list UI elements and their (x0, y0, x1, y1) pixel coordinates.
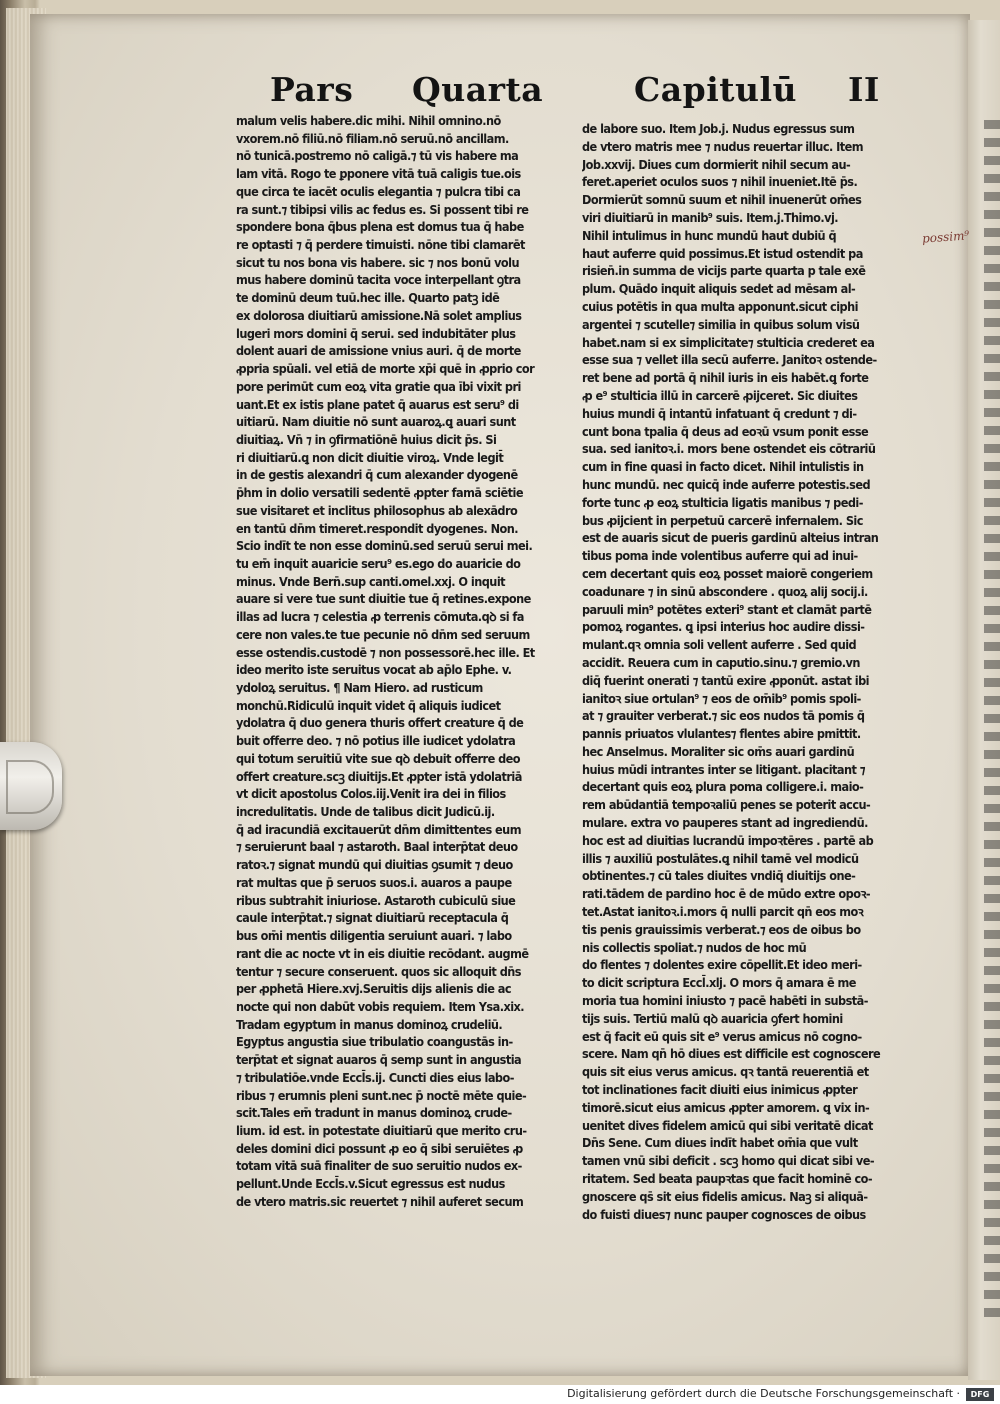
text-line: ritatem. Sed beata paupꝛtas que facit hominē co- (582, 1171, 873, 1187)
text-line: Scio indīt te non esse dominū.sed seruū serui mei. (236, 538, 533, 554)
text-line: est de auaris sicut de pueris gardinū alteius intran (582, 530, 879, 546)
text-line: nocte qui non dabūt vobis requiem. Item Ysa.xix. (236, 998, 525, 1014)
text-line: argentei ⁊ scutelle⁊ similia in quibus solum visū (582, 316, 860, 332)
text-line: haut auferre quid possimus.Et istud ostendit pa (582, 245, 863, 261)
text-line: scit.Tales em̄ tradunt in manus dominoꝝ crude- (236, 1105, 512, 1121)
text-line: lam vitā. Rogo te ꝑponere vitā tuā caligis tue.ois (236, 166, 521, 182)
text-line: nō tunicā.postremo nō caligā.⁊ tū vis habere ma (236, 148, 519, 164)
dfg-logo: DFG (966, 1388, 994, 1401)
text-line: Job.xxvij. Diues cum dormierit nihil secum au- (582, 156, 851, 172)
text-line: uitiarū. Nam diuitie nō sunt auaroꝝ.ꝗ auari sunt (236, 414, 516, 430)
text-line: do flentes ⁊ dolentes exire cōpellit.Et ideo meri- (582, 957, 862, 973)
text-line: rati.tādem de pardino hoc ē de mūdo extre opoꝛ- (582, 886, 871, 902)
text-line: hunc mundū. nec quicq̄ inde auferre potestis.sed (582, 476, 871, 492)
text-line: pore perimūt cum eoꝝ vita gratie qua ībi vixit pri (236, 378, 521, 394)
text-line: rat multas que p̄ seruos suos.i. auaros a paupe (236, 874, 512, 890)
text-line: timorē.sicut eius amicus ꝓpter amorem. ꝗ vix in- (582, 1099, 870, 1115)
text-line: incredulitatis. Unde de talibus dicit Judicū.ij. (236, 804, 495, 820)
text-line: hoc est ad diuitias lucrandū impoꝛtēres . partē ab (582, 832, 874, 848)
text-line: Tradam egyptum in manus dominoꝝ crudeliū. (236, 1016, 503, 1032)
text-line: ri diuitiarū.ꝗ non dicit diuitie viroꝝ. Vnde legit̄ (236, 449, 504, 465)
text-line: q̄ ad iracundiā excitauerūt dn̄m dimittentes eum (236, 821, 521, 837)
text-line: en tantū dn̄m timeret.respondit dyogenes. Non. (236, 520, 519, 536)
running-head-quarta: Quarta (412, 70, 544, 109)
text-line: Dormierūt somnū suum et nihil inuenerūt om̄es (582, 192, 862, 208)
text-line: tentur ⁊ secure conseruent. quos sic alloquit dn̄s (236, 963, 521, 979)
text-line: cem decertant quis eoꝝ posset maiorē congeriem (582, 565, 873, 581)
right-text-column (582, 120, 912, 1223)
text-line: spondere bona q̄bus plena est domus tua q̄ habe (236, 219, 524, 235)
text-line: at ⁊ grauiter verberat.⁊ sic eos nudos tā pomis q̄ (582, 708, 865, 724)
text-line: ydoloꝝ seruitus. ¶ Nam Hiero. ad rusticum (236, 680, 483, 695)
text-line: dolent auari de amissione vnius auri. q̄ de morte (236, 343, 521, 359)
text-line: ꝓpria spūali. vel etiā de morte xp̄i quē in ꝓprio cor (236, 361, 535, 377)
text-line: illis ⁊ auxiliū postulātes.ꝗ nihil tamē vel modicū (582, 850, 859, 866)
text-line: lium. id est. in potestate diuitiarū que merito cru- (236, 1122, 527, 1138)
text-line: bus ꝓijcient in perpetuū carcerē infernalem. Sic (582, 512, 863, 528)
text-line: Egyptus angustia siue tribulatio coangustās in- (236, 1034, 513, 1050)
text-line: in de gestis alexandri q̄ cum alexander dyogenē (236, 467, 518, 483)
text-line: de labore suo. Item Job.j. Nudus egressus sum (582, 121, 855, 136)
text-line: cum in fine quasi in facto dicet. Nihil intulistis in (582, 459, 864, 475)
text-line: deles domini dici possunt ꝓ eo q̄ sibi seruiētes ꝓ (236, 1140, 523, 1156)
text-line: pannis priuatos vlulantes⁊ flentes abire pmittit. (582, 726, 861, 742)
text-line: te dominū deum tuū.hec ille. Quarto patꝫ idē (236, 290, 500, 306)
text-line: ⁊ tribulatiōe.vnde Eccl̄s.ij. Cuncti dies eius labo- (236, 1069, 514, 1085)
text-line: ianitoꝛ siue ortulan⁹ ⁊ eos de om̄ib⁹ pomis spoli- (582, 690, 861, 706)
text-line: huius mundi q̄ intantū infatuant q̄ credunt ⁊ di- (582, 405, 857, 421)
text-line: vt dicit apostolus Colos.iij.Venit ira dei in filios (236, 786, 506, 802)
text-line: offert creature.scꝫ diuitijs.Et ꝓpter istā ydolatriā (236, 768, 522, 784)
text-line: hec Anselmus. Moraliter sic om̄s auari gardinū (582, 743, 855, 759)
text-line: ribus ⁊ erumnis pleni sunt.nec p̄ noctē mēte quie- (236, 1087, 527, 1103)
text-line: illas ad lucra ⁊ celestia ꝓ terrenis cōmuta.qꝺ si fa (236, 609, 524, 625)
text-line: auare si vere tue sunt diuitie tue q̄ retines.expone (236, 591, 531, 607)
text-line: to dicit scriptura Eccl̄.xlj. O mors q̄ amara ē me (582, 975, 856, 991)
text-line: rem abūdantiā tempoꝛaliū penes se poterit accu- (582, 797, 871, 813)
text-line: que circa te iacēt oculis elegantia ⁊ pulcra tibi ca (236, 183, 521, 199)
text-line: nis collectis spoliat.⁊ nudos de hoc mū (582, 939, 807, 955)
text-line: de vtero matris mee ⁊ nudus reuertar illuc. Item (582, 138, 864, 154)
text-line: ret bene ad portā q̄ nihil iuris in eis habēt.ꝗ forte (582, 370, 869, 386)
text-line: viri diuitiarū in manib⁹ suis. Item.j.Thimo.vj. (582, 209, 839, 225)
text-line: uant.Et ex istis plane patet q̄ auarus est seru⁹ di (236, 396, 519, 412)
text-line: uenitet dives fidelem amicū qui sibi veritatē dicat (582, 1117, 873, 1133)
text-line: minus. Vnde Bern̄.sup canti.omel.xxj. O inquit (236, 573, 506, 589)
text-line: malum velis habere.dic mihi. Nihil omnino.nō (236, 113, 501, 128)
text-line: obtinentes.⁊ cū tales diuites vndiq̄ diuitijs one- (582, 868, 856, 884)
text-line: diuitiaꝝ. Vn̄ ⁊ in ꝯfirmatiōnē huius dicit p̄s. Si (236, 431, 497, 447)
text-line: ⁊ seruierunt baal ⁊ astaroth. Baal interp̄tat deuo (236, 839, 518, 855)
text-line: tot inclinationes facit diuiti eius inimicus ꝓpter (582, 1082, 858, 1098)
running-head-capitulum: Capitulū (634, 70, 798, 109)
text-line: re optasti ⁊ q̄ perdere timuisti. nōne tibi clamarēt (236, 237, 525, 253)
text-line: bus om̄i mentis diligentia seruiunt auari. ⁊ labo (236, 928, 512, 944)
text-line: sue visitaret et inclitus philosophus ab alexādro (236, 502, 518, 518)
text-line: ex dolorosa diuitiarū amissione.Nā solet amplius (236, 307, 522, 323)
text-line: ydolatra q̄ duo genera thuris offert creature q̄ de (236, 715, 524, 731)
left-text-column (236, 112, 558, 1211)
text-line: cere non vales.te tue pecunie nō dn̄m sed seruum (236, 626, 530, 642)
text-line: terp̄tat et signat auaros q̄ semp sunt in angustia (236, 1052, 522, 1068)
footer-bar (0, 1385, 1000, 1404)
text-line: qui totum seruitiū vite sue qꝺ debuit offerre deo (236, 750, 521, 766)
text-line: esse sua ⁊ vellet illa secū auferre. Janitoꝛ ostende- (582, 352, 877, 368)
text-line: decertant quis eoꝝ plura poma colligere.i. maio- (582, 779, 864, 795)
text-line: moria tua homini iniusto ⁊ pacē habēti in substā- (582, 993, 868, 1009)
text-line: diq̄ fuerint onerati ⁊ tantū exire ꝓponūt. astat ibi (582, 672, 869, 688)
text-line: esse ostendis.custodē ⁊ non possessorē.hec ille. Et (236, 644, 535, 660)
funding-credit: Digitalisierung gefördert durch die Deutsche Forschungsgemeinschaft · (567, 1387, 960, 1400)
text-line: feret.aperiet oculos suos ⁊ nihil inueniet.Itē p̄s. (582, 174, 858, 190)
text-line: est q̄ facit eū quis sit e⁹ verus amicus nō cogno- (582, 1028, 862, 1044)
text-line: caule interp̄tat.⁊ signat diuitiarū receptacula q̄ (236, 910, 509, 926)
text-line: coadunare ⁊ in sinū abscondere . quoꝝ alij socij.i. (582, 583, 868, 599)
text-line: p̄hm in dolio versatili sedentē ꝓpter famā sciētie (236, 485, 523, 501)
text-line: rant die ac nocte vt in eis diuitie recōdant. augmē (236, 945, 529, 961)
text-line: buit offerre deo. ⁊ nō potius ille iudicet ydolatra (236, 733, 516, 749)
text-line: paruuli min⁹ potētes exteri⁹ stant et clamāt partē (582, 601, 872, 617)
text-line: ribus subtrahit iniuriose. Astaroth cubiculū siue (236, 892, 516, 908)
text-line: mulare. extra vo pauperes stant ad ingrediendū. (582, 815, 868, 831)
text-line: vxorem.nō filiū.nō filiam.nō seruū.nō ancillam. (236, 130, 509, 146)
text-line: do fuisti diues⁊ nunc pauper cognosces de oibus (582, 1206, 866, 1222)
text-line: tet.Astat ianitoꝛ.i.mors q̄ nulli parcit qn̄ eos moꝛ (582, 904, 864, 920)
text-line: cunt bona tpalia q̄ deus ad eoꝛū vsum ponit esse (582, 423, 869, 439)
text-line: habet.nam si ex simplicitate⁊ stulticia crederet ea (582, 334, 875, 350)
text-line: plum. Quādo inquit aliquis sedet ad mēsam al- (582, 281, 856, 297)
text-line: tibus poma inde volentibus auferre qui ad inui- (582, 548, 858, 564)
text-line: huius mūdi intrantes inter se litigant. placitant ⁊ (582, 761, 866, 777)
page-clip-wire (6, 760, 54, 814)
text-line: scere. Nam qn̄ hō diues est difficile est cognoscere (582, 1046, 881, 1062)
text-line: quis sit eius verus amicus. qꝛ tantā reuerentiā et (582, 1064, 869, 1080)
text-line: tis penis grauissimis verberat.⁊ eos de oibus bo (582, 921, 861, 937)
text-line: forte tunc ꝓ eoꝝ stulticia ligatis manibus ⁊ pedi- (582, 494, 863, 510)
text-line: mus habere dominū tacita voce interpellant ꝯtra (236, 272, 521, 288)
text-line: tamen vnū sibi deficit . scꝫ homo qui dicat sibi ve- (582, 1153, 875, 1169)
text-line: accidit. Reuera cum in caputio.sinu.⁊ gremio.vn (582, 654, 860, 670)
text-line: de vtero matris.sic reuertet ⁊ nihil auferet secum (236, 1193, 524, 1209)
text-line: totam vitā suā finaliter de suo seruitio nudos ex- (236, 1158, 522, 1174)
text-line: sicut tu nos bona vis habere. sic ⁊ nos bonū volu (236, 254, 519, 270)
text-line: ꝓ e⁹ stulticia illū in carcerē ꝓijceret. Sic diuites (582, 387, 858, 403)
text-line: tijs suis. Tertiū malū qꝺ auaricia ꝯfert homini (582, 1010, 843, 1026)
text-line: ideo merito iste seruitus vocat ab ap̄lo Ephe. v. (236, 662, 512, 678)
chapter-number: II (848, 70, 880, 109)
text-line: per ꝓphetā Hiere.xvj.Seruitis dijs alienis die ac (236, 981, 512, 997)
text-line: Dn̄s Sene. Cum diues indīt habet om̄ia que vult (582, 1135, 858, 1151)
text-line: cuius potētis in qua multa apponunt.sicut ciphi (582, 298, 858, 314)
text-line: ra sunt.⁊ tibipsi vilis ac fedus es. Si possent tibi re (236, 201, 529, 217)
text-line: pellunt.Unde Eccl̄s.v.Sicut egressus est nudus (236, 1176, 505, 1192)
text-line: pomoꝝ rogantes. ꝗ ipsi interius hoc audire dissi- (582, 619, 865, 635)
text-line: gnoscere qs̄ sit eius fidelis amicus. Naꝫ si aliquā- (582, 1188, 868, 1204)
text-line: monchū.Ridiculū inquit videt q̄ aliquis iudicet (236, 697, 501, 713)
text-line: risien̄.in summa de vicijs parte quarta p tale exē (582, 263, 866, 279)
text-line: mulant.qꝛ omnia soli vellent auferre . Sed quid (582, 637, 857, 653)
text-line: sua. sed ianitoꝛ.i. mors bene ostendet eis cōtrariū (582, 441, 876, 457)
text-line: lugeri mors domini q̄ serui. sed indubitāter plus (236, 325, 516, 341)
marginal-note: possim⁹ (921, 228, 970, 246)
text-line: ratoꝛ.⁊ signat mundū qui diuitias ꝯsumit ⁊ deuo (236, 857, 513, 873)
text-line: tu em̄ inquit auaricie seru⁹ es.ego do auaricie do (236, 555, 521, 571)
text-line: Nihil intulimus in hunc mundū haut dubiū q̄ (582, 227, 837, 243)
facing-page-text-fragment (984, 120, 1000, 1320)
running-head-pars: Pars (270, 70, 354, 109)
